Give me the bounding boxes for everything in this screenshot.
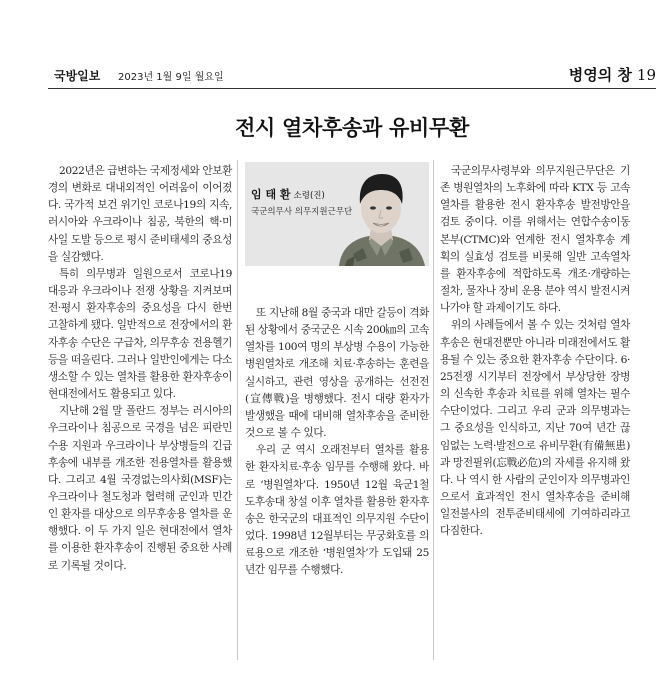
paragraph: 또 지난해 8월 중국과 대만 갈등이 격화된 상황에서 중국군은 시속 200㎞의 고속열차를 100여 명의 부상병 수용이 가능한 병원열차로 개조해 치료·후송하는 훈련을 실시하고, 관련 영상을 공개하는 선전전(宣傳戰)을 병행했다. 전시 대량 환자가 발생했을 때에 대비해 열차후송을 준비한 것으로 볼 수 있다. bbox=[245, 307, 429, 440]
paragraph: 위의 사례들에서 볼 수 있는 것처럼 열차후송은 현대전뿐만 아니라 미래전에서도 활용될 수 있는 중요한 환자후송 수단이다. 6·25전쟁 시기부터 전장에서 부상당한 장병의 신속한 후송과 치료를 위해 열차는 필수 수단이었다. 그리고 우리 군과 의무병과는 그 중요성을 인식하고, 지난 70여 년간 끊임없는 노력·발전으로 유비무환(有備無患)과 망전필위(忘戰必危)의 자세를 유지해 왔다. 나 역시 한 사람의 군인이자 의무병과인으로서 효과적인 전시 열차후송을 준비해 일전불사의 전투준비태세에 기여하리라고 다짐한다. bbox=[440, 319, 630, 538]
author-rank: 소령(진) bbox=[293, 191, 325, 201]
paragraph: 우리 군 역시 오래전부터 열차를 활용한 환자치료·후송 임무를 수행해 왔다. 바로 ‘병원열차’다. 1950년 12월 육군1철도후송대 창설 이후 열차를 활용한 환자후송은 한국군의 대표적인 의무지원 수단이었다. 1998년 12월부터는 무궁화호를 의료용으로 개조한 ‘병원열차’가 도입돼 25년간 임무를 수행했다. bbox=[245, 444, 429, 577]
page-number: 19 bbox=[636, 66, 656, 84]
article-column-3 bbox=[440, 163, 630, 653]
author-photo bbox=[333, 162, 429, 266]
article-column-1 bbox=[48, 163, 232, 653]
column-divider bbox=[433, 160, 434, 660]
masthead bbox=[16, 64, 656, 86]
section-title: 병영의 창 bbox=[568, 66, 632, 84]
author-profile bbox=[245, 162, 429, 266]
author-name: 임 태 환 bbox=[251, 188, 291, 201]
paper-name: 국방일보 bbox=[54, 69, 101, 83]
publication-date: 2023년 1월 9일 월요일 bbox=[118, 72, 224, 83]
paragraph: 국군의무사령부와 의무지원근무단은 기존 병원열차의 노후화에 따라 KTX 등 고속열차를 활용한 전시 환자후송 발전방안을 검토 중이다. 이를 위해서는 연합수송이동본부(CTMC)와 연계한 전시 열차후송 계획의 실효성 검토를 비롯해 일반 고속열차를 환자후송에 적합하도록 개조·개량하는 절차, 물자나 장비 운용 분야 역시 발전시켜 나가야 할 과제이기도 하다. bbox=[440, 165, 630, 315]
column-divider bbox=[237, 160, 238, 660]
author-affiliation: 국군의무사 의무지원근무단 bbox=[251, 207, 353, 217]
paragraph: 지난해 2월 말 폴란드 정부는 러시아의 우크라이나 침공으로 국경을 넘은 피란민 수용 지원과 우크라이나 부상병들의 긴급후송에 내부를 개조한 전용열차를 활용했다. 그리고 4월 국경없는의사회(MSF)는 우크라이나 철도청과 협력해 군인과 민간인 환자를 대상으로 의무후송용 열차를 운행했다. 이 두 가지 일은 현대전에서 열차를 이용한 환자후송이 진행된 중요한 사례로 기록될 것이다. bbox=[48, 405, 232, 572]
article-column-2 bbox=[245, 305, 429, 675]
headline: 전시 열차후송과 유비무환 bbox=[235, 115, 469, 140]
paragraph: 2022년은 급변하는 국제정세와 안보환경의 변화로 대내외적인 어려움이 이어졌다. 국가적 보건 위기인 코로나19의 지속, 러시아와 우크라이나 침공, 북한의 핵·미사일 도발 등으로 평시 준비태세의 중요성을 실감했다. bbox=[48, 165, 232, 263]
section-header bbox=[569, 64, 656, 85]
paragraph: 특히 의무병과 일원으로서 코로나19 대응과 우크라이나 전쟁 상황을 지켜보며 전·평시 환자후송의 중요성을 다시 한번 고찰하게 됐다. 일반적으로 전장에서의 환자후송 수단은 구급차, 의무후송 전용헬기 등을 떠올린다. 그러나 일반인에게는 다소 생소할 수 있는 열차를 활용한 환자후송이 현대전에서도 활용되고 있다. bbox=[48, 267, 232, 401]
header-rule bbox=[48, 88, 656, 89]
author-name-line bbox=[251, 186, 325, 202]
